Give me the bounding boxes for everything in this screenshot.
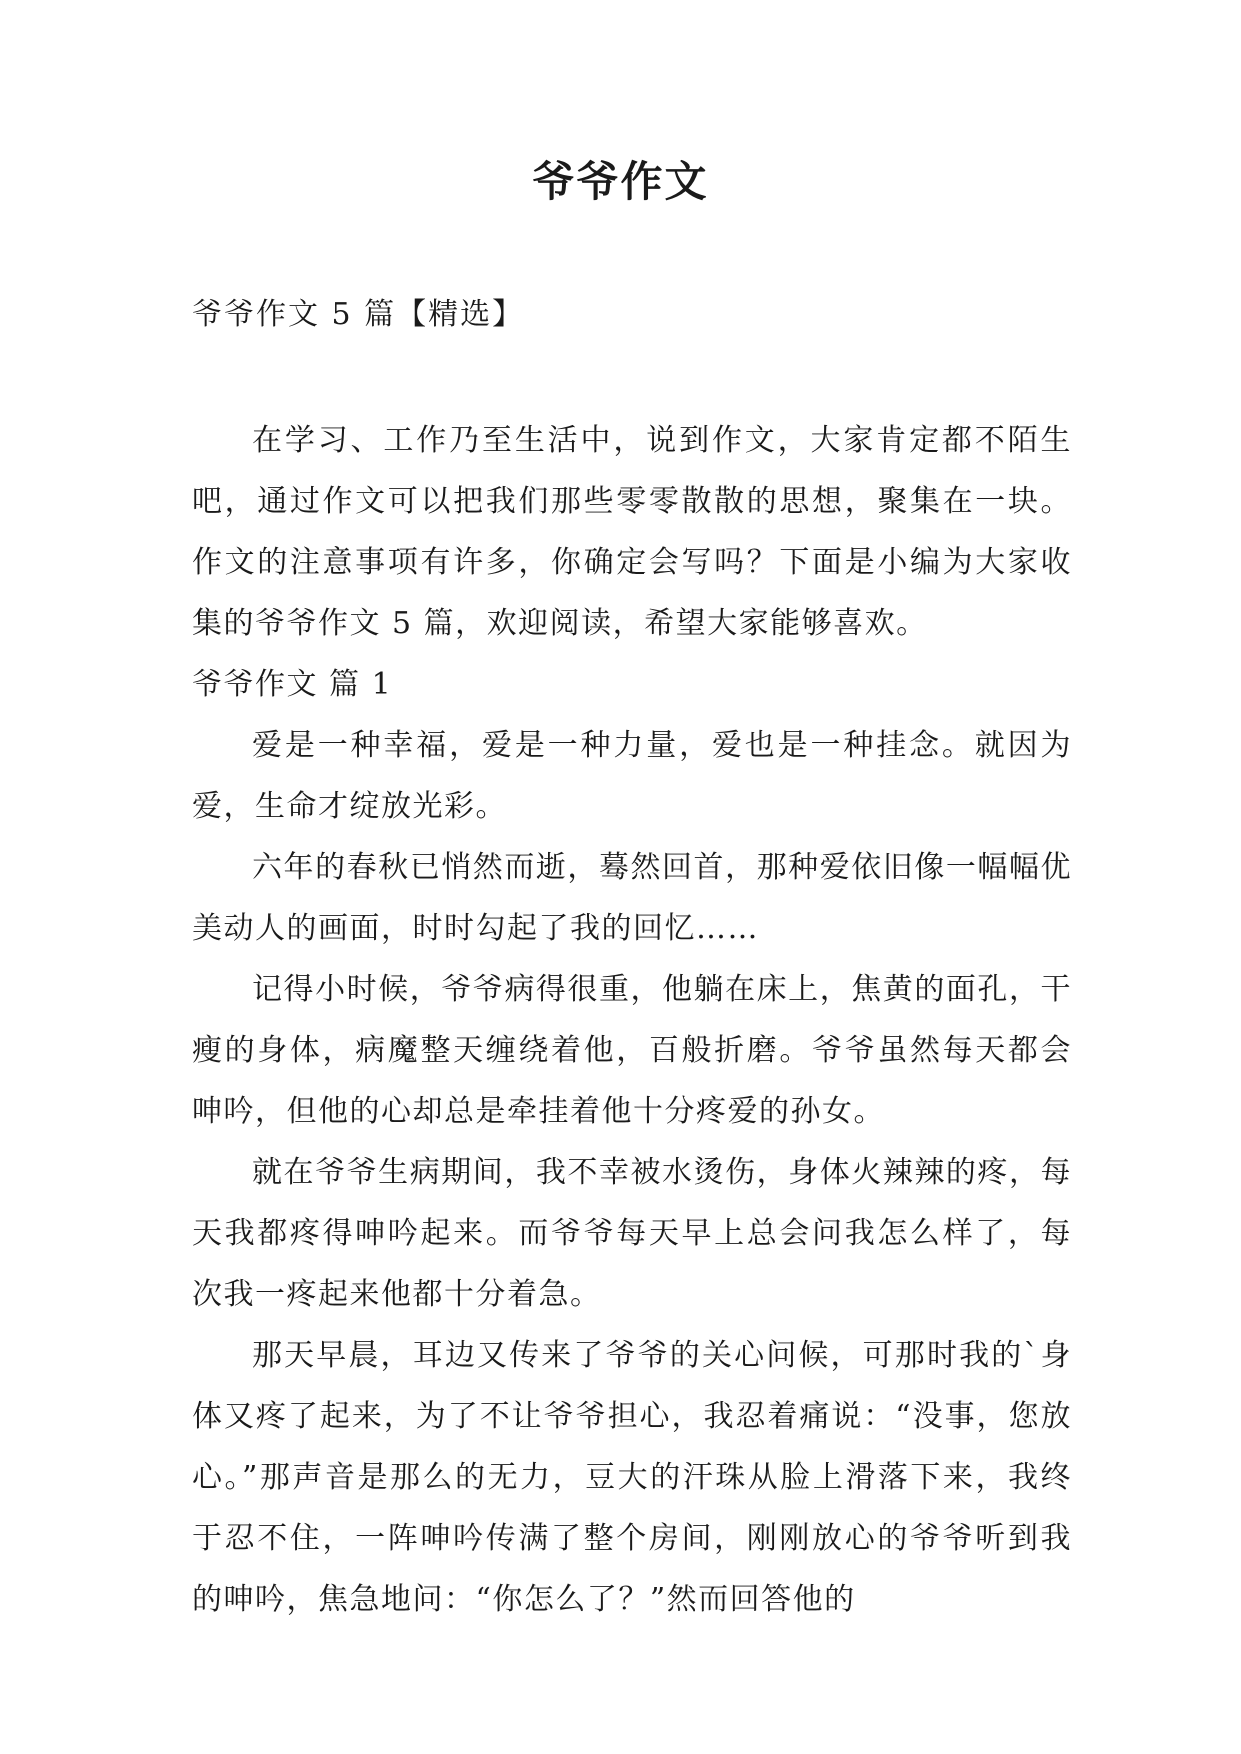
body-paragraph: 那天早晨，耳边又传来了爷爷的关心问候，可那时我的`身体又疼了起来，为了不让爷爷担心，我忍着痛说：“没事，您放心。”那声音是那么的无力，豆大的汗珠从脸上滑落下来，我终于忍不住，一阵呻吟传满了整个房间，刚刚放心的爷爷听到我的呻吟，焦急地问：“你怎么了？”然而回答他的 xyxy=(192,1338,1072,1617)
document-body xyxy=(192,410,1072,1630)
document-subtitle: 爷爷作文 5 篇【精选】 xyxy=(192,297,525,332)
body-paragraph: 记得小时候，爷爷病得很重，他躺在床上，焦黄的面孔，干瘦的身体，病魔整天缠绕着他，百般折磨。爷爷虽然每天都会呻吟，但他的心却总是牵挂着他十分疼爱的孙女。 xyxy=(192,972,1072,1129)
intro-paragraph: 在学习、工作乃至生活中，说到作文，大家肯定都不陌生吧，通过作文可以把我们那些零零散散的思想，聚集在一块。作文的注意事项有许多，你确定会写吗？下面是小编为大家收集的爷爷作文 5 篇，欢迎阅读，希望大家能够喜欢。 xyxy=(192,423,1072,641)
section-heading: 爷爷作文 篇 1 xyxy=(192,667,393,702)
document-title: 爷爷作文 xyxy=(532,157,709,206)
body-paragraph: 六年的春秋已悄然而逝，蓦然回首，那种爱依旧像一幅幅优美动人的画面，时时勾起了我的回忆…… xyxy=(192,850,1072,946)
body-paragraph: 爱是一种幸福，爱是一种力量，爱也是一种挂念。就因为爱，生命才绽放光彩。 xyxy=(192,728,1072,824)
body-paragraph: 就在爷爷生病期间，我不幸被水烫伤，身体火辣辣的疼，每天我都疼得呻吟起来。而爷爷每天早上总会问我怎么样了，每次我一疼起来他都十分着急。 xyxy=(192,1155,1072,1312)
